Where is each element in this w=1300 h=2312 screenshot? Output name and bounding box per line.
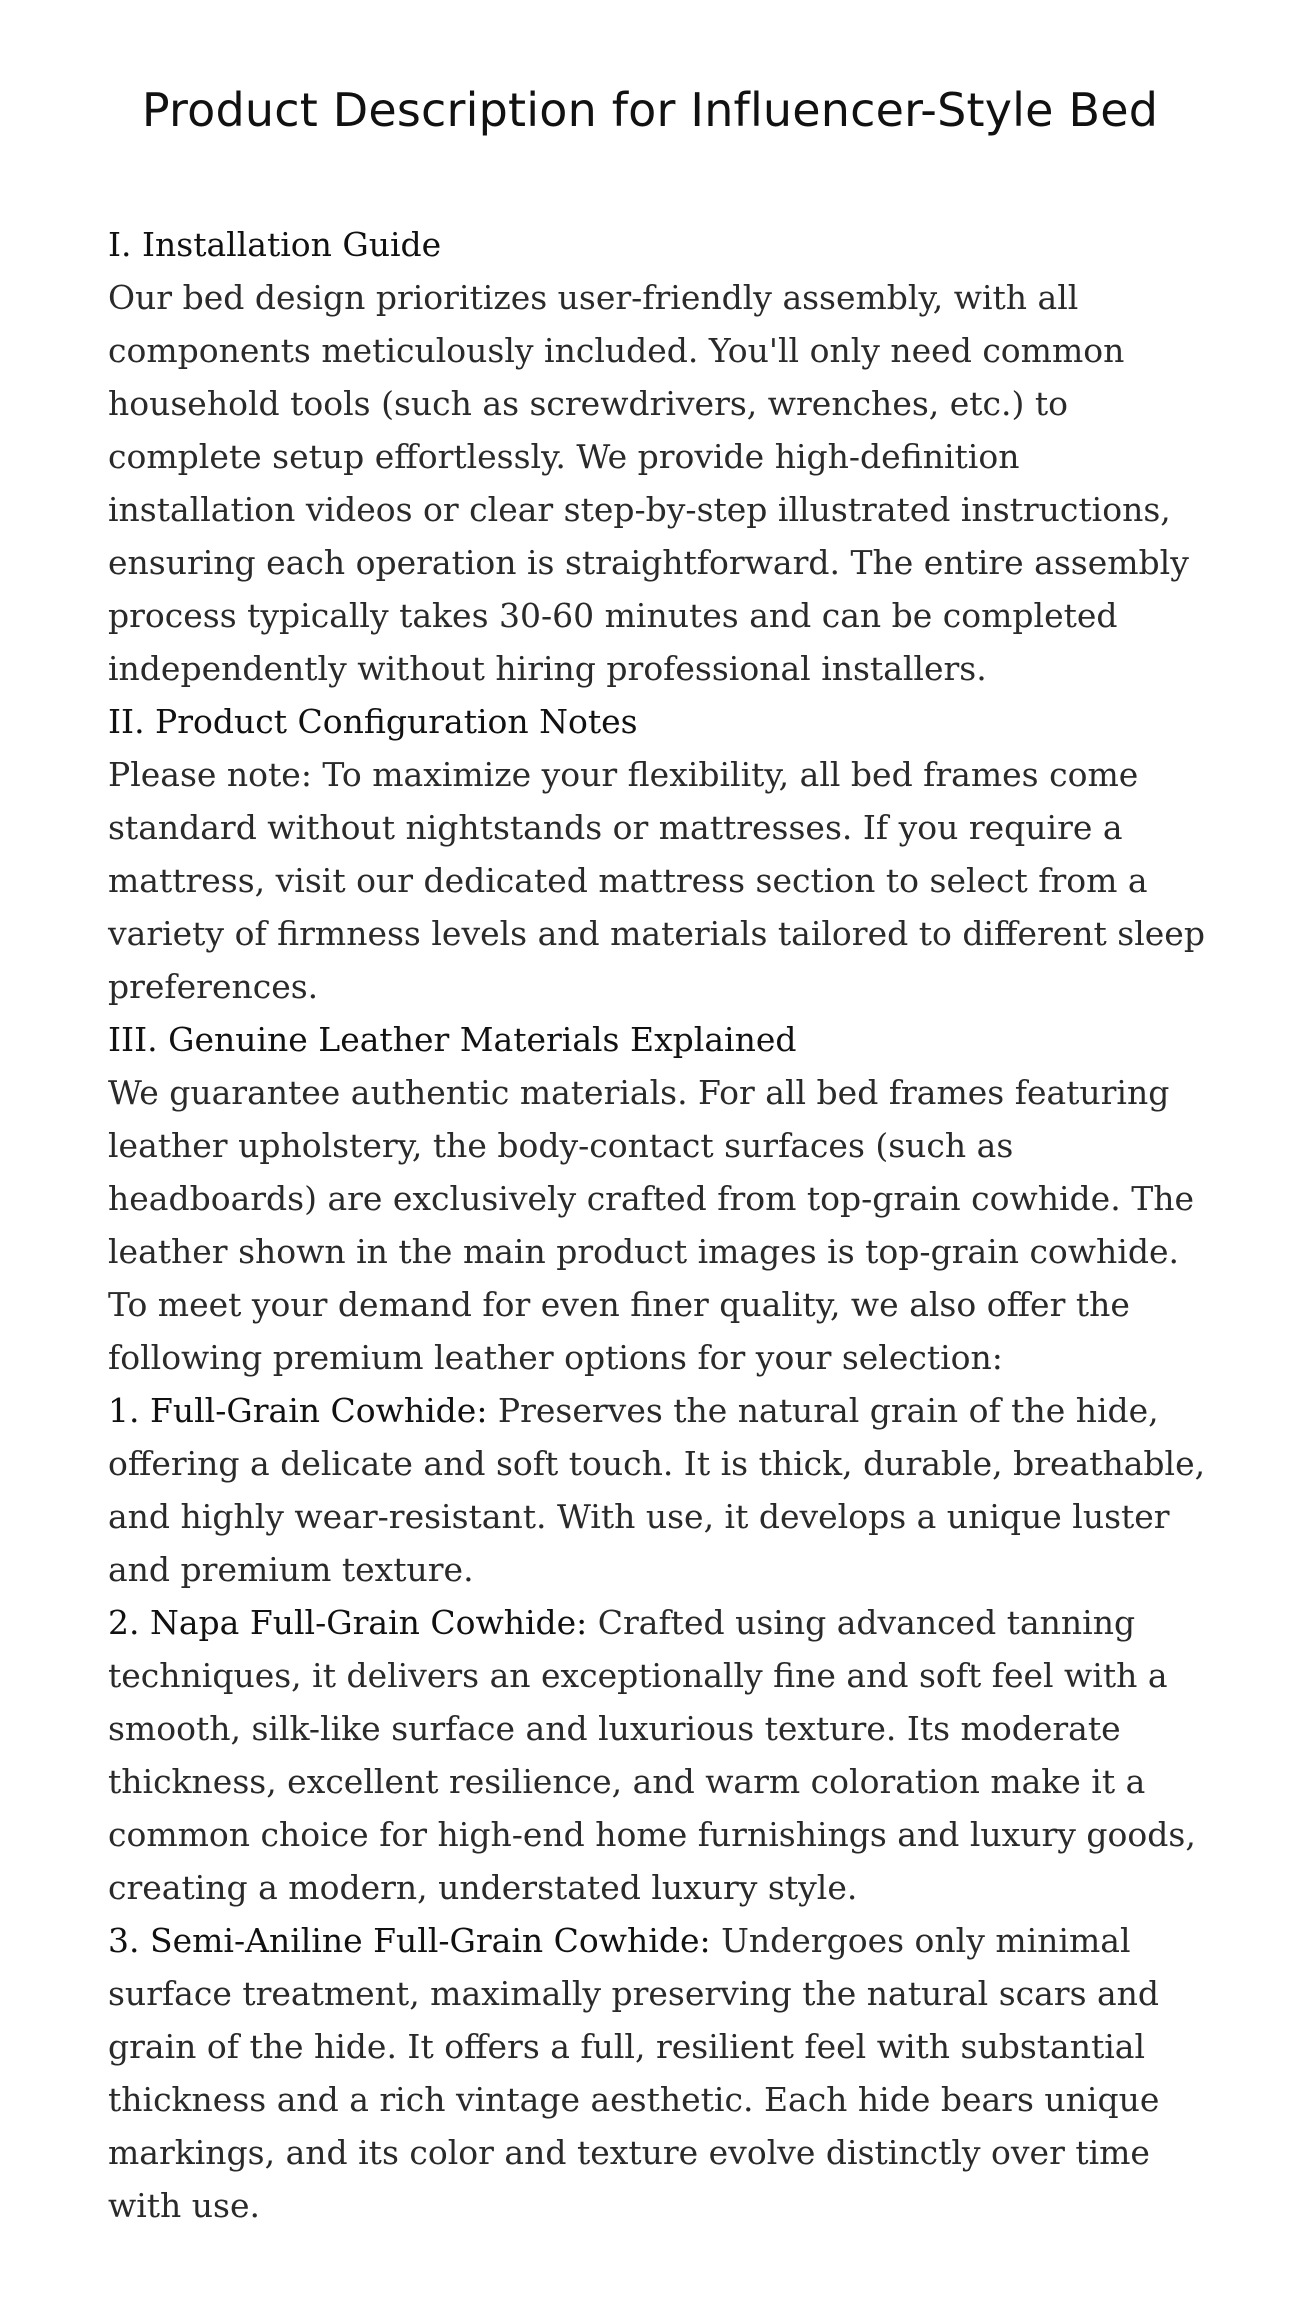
section-heading-configuration: II. Product Configuration Notes <box>108 702 638 741</box>
page-title: Product Description for Influencer-Style Bed <box>141 83 1159 137</box>
leather-option-full-grain-title: 1. Full-Grain Cowhide: <box>108 1391 488 1430</box>
description-body <box>108 218 1208 2232</box>
leather-option-napa <box>108 1596 1208 1914</box>
leather-option-napa-title: 2. Napa Full-Grain Cowhide: <box>108 1603 588 1642</box>
leather-option-full-grain <box>108 1384 1208 1596</box>
leather-option-semi-aniline <box>108 1914 1208 2232</box>
leather-option-full-grain-text: Preserves the natural grain of the hide, offering a delicate and soft touch. It is thick, durable, breathable, and highly wear-resistant. With use, it develops a unique luster and premium texture. <box>108 1391 1206 1589</box>
section-body-installation: Our bed design prioritizes user-friendly assembly, with all components meticulously included. You'll only need common household tools (such as screwdrivers, wrenches, etc.) to complete setup effortlessly. We provide high-definition installation videos or clear step-by-step illustrated instructions, ensuring each operation is straightforward. The entire assembly process typically takes 30-60 minutes and can be completed independently without hiring professional installers. <box>108 278 1189 688</box>
leather-option-semi-aniline-title: 3. Semi-Aniline Full-Grain Cowhide: <box>108 1921 711 1960</box>
section-heading-installation: I. Installation Guide <box>108 225 442 264</box>
leather-option-napa-text: Crafted using advanced tanning techniques, it delivers an exceptionally fine and soft feel with a smooth, silk-like surface and luxurious texture. Its moderate thickness, excellent resilience, and warm coloration make it a common choice for high-end home furnishings and luxury goods, creating a modern, understated luxury style. <box>108 1603 1196 1907</box>
section-heading-leather: III. Genuine Leather Materials Explained <box>108 1020 797 1059</box>
section-body-configuration: Please note: To maximize your flexibility, all bed frames come standard without nightstands or mattresses. If you require a mattress, visit our dedicated mattress section to select from a variety of firmness levels and materials tailored to different sleep preferences. <box>108 755 1205 1006</box>
leather-option-semi-aniline-text: Undergoes only minimal surface treatment, maximally preserving the natural scars and grain of the hide. It offers a full, resilient feel with substantial thickness and a rich vintage aesthetic. Each hide bears unique markings, and its color and texture evolve distinctly over time with use. <box>108 1921 1160 2225</box>
section-body-leather: We guarantee authentic materials. For all bed frames featuring leather upholstery, the body-contact surfaces (such as headboards) are exclusively crafted from top-grain cowhide. The leather shown in the main product images is top-grain cowhide. To meet your demand for even finer quality, we also offer the following premium leather options for your selection: <box>108 1073 1194 1377</box>
